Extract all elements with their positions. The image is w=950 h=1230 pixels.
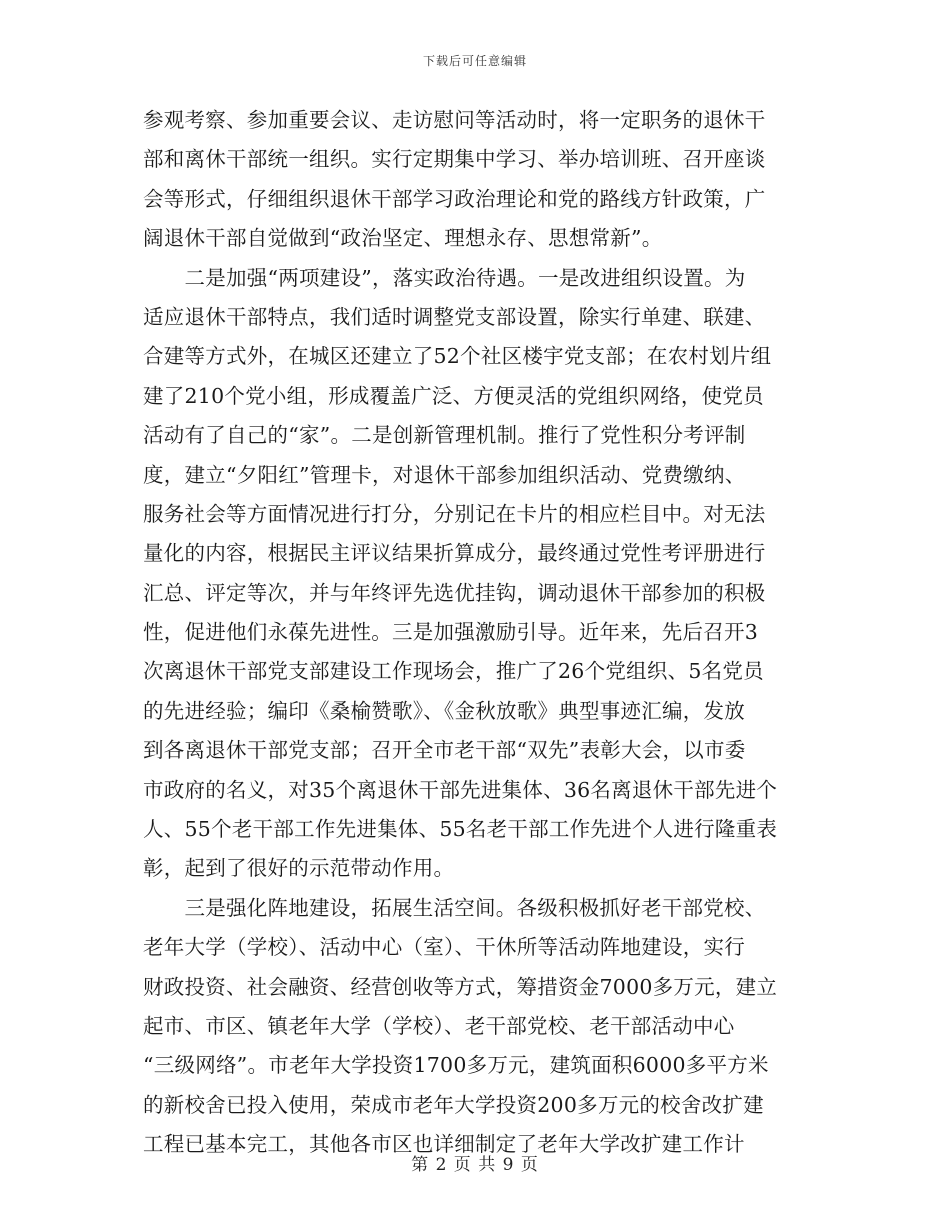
- page-header: 下载后可任意编辑: [422, 54, 527, 68]
- text-line: 财政投资、社会融资、经营创收等方式，筹措资金7000多万元，建立: [143, 974, 778, 999]
- document-body: [143, 101, 809, 1165]
- text-line: 汇总、评定等次，并与年终评先选优挂钩，调动退休干部参加的积极: [143, 580, 766, 605]
- text-line: 参观考察、参加重要会议、走访慰问等活动时，将一定职务的退休干: [143, 108, 766, 132]
- text-line: 部和离休干部统一组织。实行定期集中学习、举办培训班、召开座谈: [143, 147, 766, 172]
- text-line: 起市、市区、镇老年大学（学校）、老干部党校、老干部活动中心: [143, 1013, 735, 1038]
- text-line: 人、55个老干部工作先进集体、55名老干部工作先进个人进行隆重表: [143, 817, 778, 842]
- text-line: 性，促进他们永葆先进性。三是加强激励引导。近年来，先后召开3: [143, 620, 759, 645]
- text-line: 市政府的名义，对35个离退休干部先进集体、36名离退休干部先进个: [143, 777, 778, 802]
- text-line: 老年大学（学校）、活动中心（室）、干休所等活动阵地建设，实行: [143, 935, 745, 960]
- text-line: 适应退休干部特点，我们适时调整党支部设置，除实行单建、联建、: [143, 304, 766, 329]
- text-line: 工程已基本完工，其他各市区也详细制定了老年大学改扩建工作计: [143, 1132, 745, 1157]
- text-line: 阔退休干部自觉做到“政治坚定、理想永存、思想常新”。: [143, 226, 663, 251]
- text-line: 活动有了自己的“家”。二是创新管理机制。推行了党性积分考评制: [143, 423, 746, 448]
- text-line: 二是加强“两项建设”，落实政治待遇。一是改进组织设置。为: [143, 265, 746, 290]
- text-line: 量化的内容，根据民主评议结果折算成分，最终通过党性考评册进行: [143, 541, 766, 566]
- text-line: 的先进经验；编印《桑榆赞歌》、《金秋放歌》典型事迹汇编，发放: [143, 698, 745, 723]
- text-line: 会等形式，仔细组织退休干部学习政治理论和党的路线方针政策，广: [143, 186, 766, 211]
- text-line: 合建等方式外，在城区还建立了52个社区楼宇党支部；在农村划片组: [143, 344, 772, 369]
- text-line: 彰，起到了很好的示范带动作用。: [143, 856, 455, 881]
- text-line: 服务社会等方面情况进行打分，分别记在卡片的相应栏目中。对无法: [143, 501, 766, 526]
- text-line: 度，建立“夕阳红”管理卡，对退休干部参加组织活动、党费缴纳、: [143, 462, 746, 487]
- page-number-footer: 第 2 页 共 9 页: [411, 1155, 539, 1175]
- text-line: 的新校舍已投入使用，荣成市老年大学投资200多万元的校舍改扩建: [143, 1092, 764, 1117]
- text-line: 三是强化阵地建设，拓展生活空间。各级积极抓好老干部党校、: [143, 895, 766, 920]
- text-line: 到各离退休干部党支部；召开全市老干部“双先”表彰大会，以市委: [143, 738, 746, 763]
- text-line: 次离退休干部党支部建设工作现场会，推广了26个党组织、5名党员: [143, 659, 764, 684]
- text-line: “三级网络”。市老年大学投资1700多万元，建筑面积6000多平方米: [143, 1053, 769, 1078]
- text-line: 建了210个党小组，形成覆盖广泛、方便灵活的党组织网络，使党员: [143, 383, 764, 408]
